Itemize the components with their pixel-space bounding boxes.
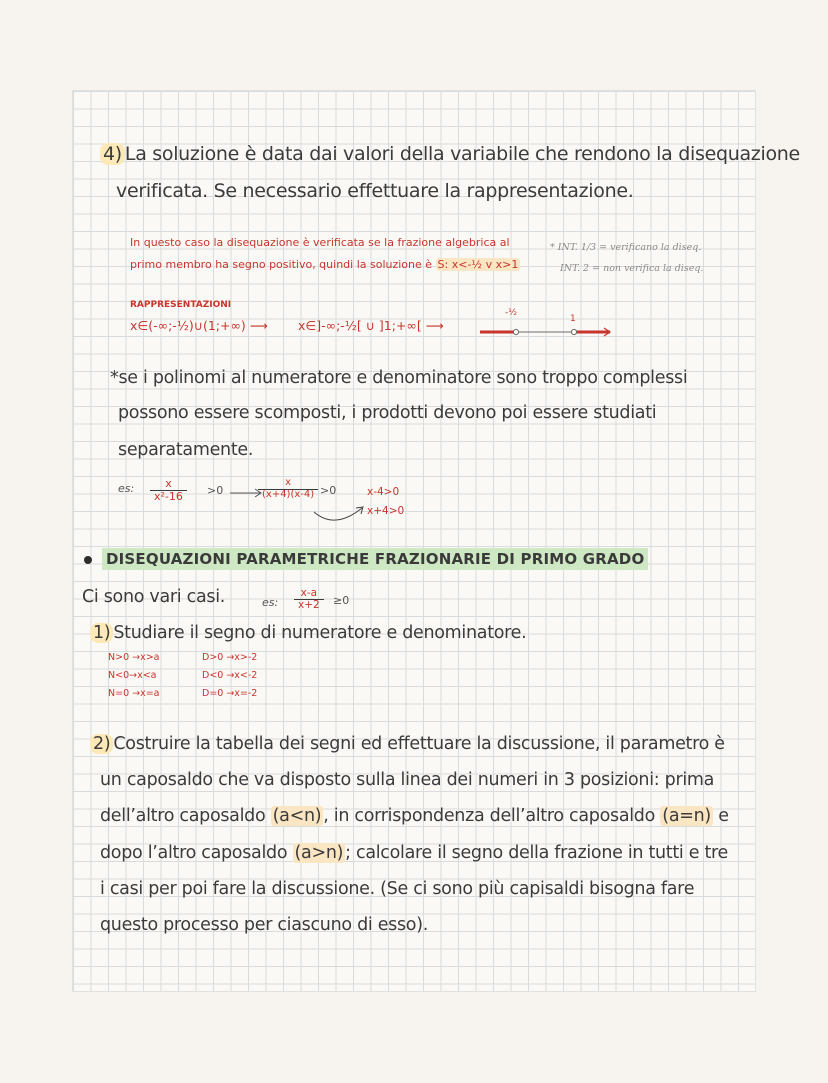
- rappresentazioni-expr2: x∈]-∞;-½[ ∪ ]1;+∞[ ⟶: [298, 318, 444, 333]
- rappresentazioni-title: RAPPRESENTAZIONI: [130, 300, 232, 310]
- step4-number: 4): [100, 143, 125, 165]
- step4-line2: verificata. Se necessario effettuare la rappresentazione.: [116, 180, 634, 202]
- factor-1: x-4>0: [367, 486, 400, 498]
- side-note-line2: INT. 2 = non verifica la diseq.: [560, 263, 704, 274]
- highlight-a-lt-n: (a<n): [272, 806, 322, 826]
- step1-d-row3: D=0 →x=-2: [202, 688, 258, 699]
- example4-line2: primo membro ha segno positivo, quindi la soluzione è S: x<-½ v x>1: [130, 258, 519, 271]
- bullet-icon: [84, 556, 92, 564]
- star-note-line2: possono essere scomposti, i prodotti devono poi essere studiati: [118, 403, 657, 423]
- curved-arrow-icon: [310, 500, 370, 526]
- section-heading: DISEQUAZIONI PARAMETRICHE FRAZIONARIE DI PRIMO GRADO: [84, 550, 648, 568]
- example-star-frac1: $\frac{x}{\text{x²-16}}$: [150, 478, 187, 502]
- star-note-line1: *se i polinomi al numeratore e denominatore sono troppo complessi: [110, 368, 688, 388]
- step2-line2: un caposaldo che va disposto sulla linea dei numeri in 3 posizioni: prima: [100, 770, 715, 790]
- step2-line3: dell’altro caposaldo (a<n) , in corrispondenza dell’altro caposaldo (a=n) e: [100, 806, 729, 826]
- number-line-label-left: -½: [505, 308, 517, 318]
- step2-line5: i casi per poi fare la discussione. (Se ci sono più capisaldi bisogna fare: [100, 879, 695, 899]
- rappresentazioni-expr1: x∈(-∞;-½)∪(1;+∞) ⟶: [130, 318, 268, 333]
- example-star-frac2: $\frac{x}{(x+4)(x-4)}$: [258, 478, 318, 500]
- step1-n-row3: N=0 →x=a: [108, 688, 160, 699]
- side-note-line1: * INT. 1/3 = verificano la diseq.: [550, 242, 702, 253]
- highlight-a-gt-n: (a>n): [294, 843, 344, 863]
- section-intro: Ci sono vari casi.: [82, 587, 226, 607]
- star-note-line3: separatamente.: [118, 440, 254, 460]
- number-line: [478, 306, 618, 342]
- step1-n-row1: N>0 →x>a: [108, 652, 160, 663]
- step2-line6: questo processo per ciascuno di esso).: [100, 915, 428, 935]
- step1-d-row2: D<0 →x<-2: [202, 670, 258, 681]
- step1-line: 1) Studiare il segno di numeratore e denominatore.: [90, 623, 526, 643]
- step2-line4: dopo l’altro caposaldo (a>n) ; calcolare il segno della frazione in tutti e tre: [100, 843, 729, 863]
- step2-line1: 2) Costruire la tabella dei segni ed effettuare la discussione, il parametro è: [90, 734, 725, 754]
- section-es: es:: [262, 596, 279, 609]
- step2-number: 2): [90, 734, 113, 754]
- number-line-label-right: 1: [570, 314, 576, 324]
- example-star-gt2: >0: [320, 484, 337, 497]
- example4-line1: In questo caso la disequazione è verificata se la frazione algebrica al: [130, 236, 510, 249]
- solution-highlight: S: x<-½ v x>1: [437, 258, 519, 271]
- step1-n-row2: N<0→x<a: [108, 670, 157, 681]
- section-example-frac: $\frac{x-a}{x+2}$: [294, 588, 324, 611]
- step1-d-row1: D>0 →x>-2: [202, 652, 258, 663]
- example-star-gt1: >0: [207, 484, 224, 497]
- section-example-ge: ≥0: [333, 594, 350, 607]
- example-star-es: es:: [118, 482, 135, 495]
- step1-number: 1): [90, 623, 113, 643]
- factor-2: x+4>0: [367, 505, 405, 517]
- highlight-a-eq-n: (a=n): [662, 806, 711, 826]
- step4-line1: 4) La soluzione è data dai valori della variabile che rendono la disequazione: [100, 143, 800, 165]
